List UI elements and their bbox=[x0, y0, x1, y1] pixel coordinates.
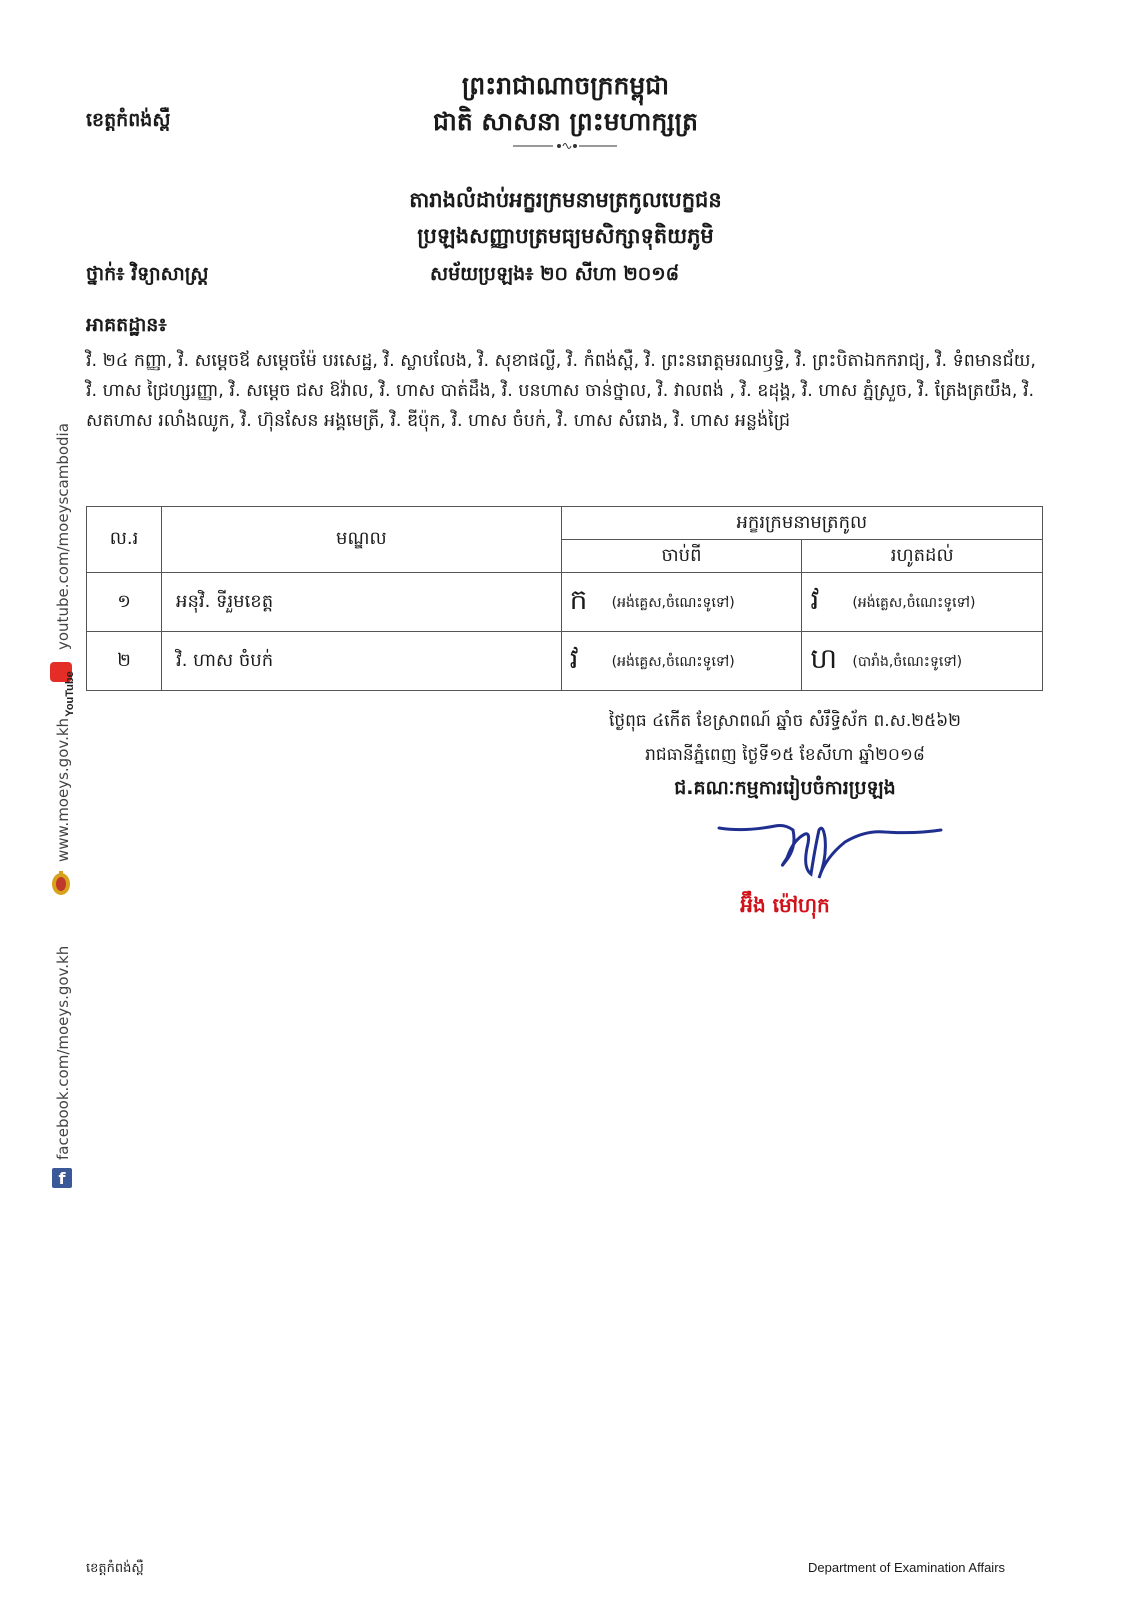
header-from: ចាប់ពី bbox=[561, 540, 802, 573]
facebook-url[interactable]: facebook.com/moeys.gov.kh bbox=[54, 945, 72, 1160]
national-motto: ជាតិ សាសនា ព្រះមហាក្សត្រ bbox=[433, 107, 698, 136]
header-alphabet: អក្ខរក្រមនាមត្រកូល bbox=[561, 507, 1042, 540]
ornament-divider bbox=[513, 141, 617, 151]
row-from bbox=[561, 573, 802, 632]
province-label: ខេត្តកំពង់ស្ពឺ bbox=[86, 109, 171, 131]
handwritten-signature bbox=[715, 818, 945, 888]
youtube-icon bbox=[48, 662, 76, 717]
from-letter: វ bbox=[569, 642, 579, 675]
table-header-row bbox=[87, 507, 1043, 540]
facebook-icon: f bbox=[52, 1168, 72, 1188]
signer-name: អ៊ឹង ម៉ៅហុក bbox=[740, 893, 830, 917]
to-note: (អង់គ្លេស,ចំណេះទូទៅ) bbox=[852, 595, 976, 611]
grade-label: ថ្នាក់៖ វិទ្យាសាស្ត្រ bbox=[86, 263, 209, 285]
title-line-2: ប្រឡងសញ្ញាបត្រមធ្យមសិក្សាទុតិយភូមិ bbox=[417, 224, 714, 248]
centers-list: វិ. ២៤ កញ្ញា, វិ. សម្តេចឪ សម្តេចម៉ែ បរសេដ្ឋ, វិ. ស្លាបលែង, វិ. សុខាផល្លី, វិ. កំពង់ស្ពឺ, វិ. ព្រះនរោត្តមរណឫទ្ធិ, វិ. ព្រះបិតាឯកករាជ្យ, វិ. ទំពមានជ័យ, វិ. ហាស ជ្រៃហ្សរញ្ញា, វិ. សម្តេច ជស ឱវ៉ាល, វិ. ហាស បាត់ដឹង, វិ. បនហាស ចាន់ថ្នាល, វិ. វាលពង់ , វិ. ឧដុង្គ, វិ. ហាស ភ្នំស្រួច, វិ. ត្រែងត្រយឹង, វិ. សតហាស រលាំងឈូក, វិ. ហ៊ុនសែន អង្គមេត្រី, វិ. ឌីប៉ុក, វិ. ហាស ចំបក់, វិ. ហាស សំរោង, វិ. ហាស អន្លង់ជ្រៃ bbox=[86, 351, 1036, 431]
header-to: រហូតដល់ bbox=[802, 540, 1043, 573]
youtube-logo-text: YouTube bbox=[64, 671, 76, 717]
table-row bbox=[87, 573, 1043, 632]
committee-title: ជ.គណៈកម្មការរៀបចំការប្រឡង bbox=[674, 777, 896, 799]
row-to bbox=[802, 573, 1043, 632]
to-note: (បារាំង,ចំណេះទូទៅ) bbox=[852, 654, 963, 670]
row-no: ២ bbox=[87, 632, 162, 691]
lunar-date: ថ្ងៃពុធ ៤កើត ខែស្រាពណ៍ ឆ្នាំច សំរឹទ្ធិស័ក ព.ស.២៥៦២ bbox=[608, 711, 962, 731]
kingdom-header bbox=[0, 68, 1131, 140]
row-no: ១ bbox=[87, 573, 162, 632]
ministry-emblem-icon bbox=[50, 870, 72, 896]
row-from bbox=[561, 632, 802, 691]
header-no: ល.រ bbox=[87, 507, 162, 573]
youtube-url[interactable]: youtube.com/moeyscambodia bbox=[54, 423, 72, 650]
footer-department: Department of Examination Affairs bbox=[808, 1560, 1006, 1575]
centers-title: អាគតដ្ឋាន៖ bbox=[86, 314, 167, 336]
from-note: (អង់គ្លេស,ចំណេះទូទៅ) bbox=[611, 654, 735, 670]
to-letter: ហ bbox=[810, 642, 838, 675]
header-center: មណ្ឌល bbox=[162, 507, 562, 573]
website-url[interactable]: www.moeys.gov.kh bbox=[54, 717, 72, 862]
row-center: វិ. ហាស ចំបក់ bbox=[162, 632, 562, 691]
from-letter: ក bbox=[569, 583, 588, 616]
alphabet-table bbox=[86, 506, 1043, 691]
to-letter: វ bbox=[810, 583, 820, 616]
vertical-social-bar bbox=[44, 400, 80, 1200]
solar-date: រាជធានីភ្នំពេញ ថ្ងៃទី១៥ ខែសីហា ឆ្នាំ២០១៨ bbox=[645, 745, 925, 765]
session-label: សម័យប្រឡង៖ ២០ សីហា ២០១៨ bbox=[430, 263, 680, 285]
row-center: អនុវិ. ទីរួមខេត្ត bbox=[162, 573, 562, 632]
document-title bbox=[0, 182, 1131, 254]
row-to bbox=[802, 632, 1043, 691]
footer-province: ខេត្តកំពង់ស្ពឺ bbox=[86, 1561, 144, 1576]
from-note: (អង់គ្លេស,ចំណេះទូទៅ) bbox=[611, 595, 735, 611]
title-line-1: តារាងលំដាប់អក្ខរក្រមនាមត្រកូលបេក្ខជន bbox=[409, 188, 722, 212]
table-row bbox=[87, 632, 1043, 691]
kingdom-name: ព្រះរាជាណាចក្រកម្ពុជា bbox=[461, 71, 670, 100]
